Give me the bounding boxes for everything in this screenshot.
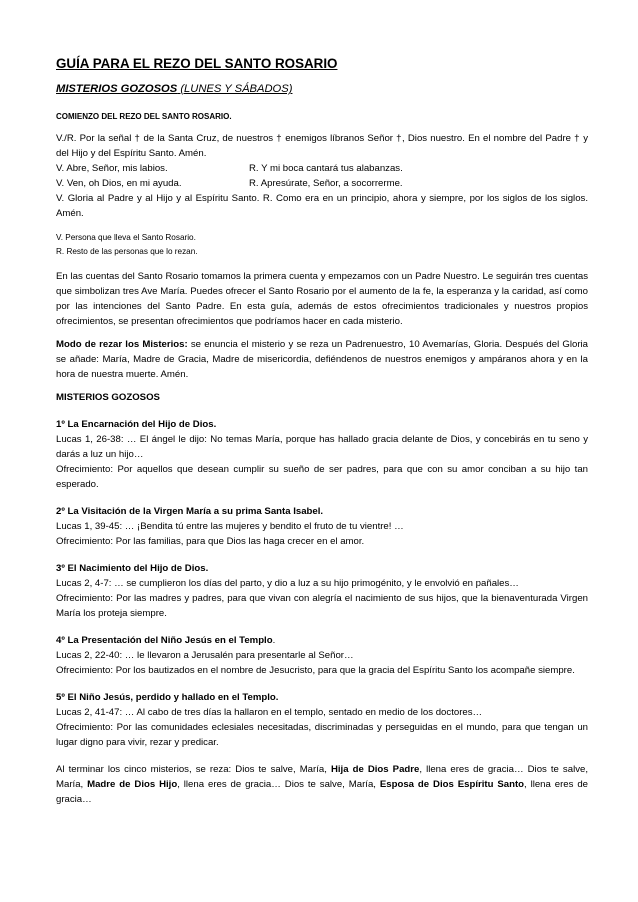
mysteries-heading: MISTERIOS GOZOSOS [56, 392, 160, 403]
mystery-block [56, 504, 588, 549]
versicle: V. Abre, Señor, mis labios. [56, 163, 168, 174]
note-line: R. Resto de las personas que lo rezan. [56, 247, 198, 256]
gloria-prayer: V. Gloria al Padre y al Hijo y al Espíritu Santo. R. Como era en un principio, ahora y siempre, por los siglos de los siglos. Amén. [56, 193, 588, 219]
document-page [56, 54, 588, 807]
mystery-offering: Ofrecimiento: Por los bautizados en el nombre de Jesucristo, para que la gracia del Espíritu Santo los acompañe siempre. [56, 665, 575, 676]
opening-prayer: V./R. Por la señal † de la Santa Cruz, de nuestros † enemigos líbranos Señor †, Dios nuestro. En el nombre del Padre † y del Hijo y del Espíritu Santo. Amén. [56, 133, 588, 159]
mystery-title: 4º La Presentación del Niño Jesús en el Templo. [56, 635, 276, 646]
intro-paragraph: En las cuentas del Santo Rosario tomamos la primera cuenta y empezamos con un Padre Nuestro. Le seguirán tres cuentas que simbolizan tres Ave María. Puedes ofrecer el Santo Rosario por el aumento de la fe, la esperanza y la caridad, así como por las intenciones del Santo Padre. En esta guía, además de estos ofrecimientos tradicionales y nuestros propios ofrecimientos, se presentan ofrecimientos que podríamos hacer en cada misterio. [56, 271, 588, 327]
mystery-title: 1º La Encarnación del Hijo de Dios. [56, 419, 217, 430]
mystery-block [56, 417, 588, 492]
mystery-offering: Ofrecimiento: Por las madres y padres, para que vivan con alegría el nacimiento de sus hijos, que la bienaventurada Virgen María los proteja siempre. [56, 593, 588, 619]
mystery-reading: Lucas 2, 22-40: … le llevaron a Jerusalén para presentarle al Señor… [56, 650, 354, 661]
page-subtitle [56, 80, 588, 98]
mystery-offering: Ofrecimiento: Por las familias, para que Dios las haga crecer en el amor. [56, 536, 365, 547]
mystery-offering: Ofrecimiento: Por aquellos que desean cumplir su sueño de ser padres, para que con su amor conciban a su hijo tan esperado. [56, 464, 588, 490]
note-line: V. Persona que lleva el Santo Rosario. [56, 233, 196, 242]
versicle: V. Ven, oh Dios, en mi ayuda. [56, 178, 182, 189]
versicle-row [56, 176, 588, 191]
mystery-reading: Lucas 2, 4-7: … se cumplieron los días del parto, y dio a luz a su hijo primogénito, y le envolvió en pañales… [56, 578, 519, 589]
mode-text: se enuncia el misterio y se reza un Padrenuestro, 10 Avemarías, Gloria. Después del Gloria se añade: María, Madre de Gracia, Madre de misericordia, defiéndenos de nuestros enemigos y ampáranos ahora y en la hora de nuestra muerte. Amén. [56, 339, 588, 380]
beginning-heading: COMIENZO DEL REZO DEL SANTO ROSARIO. [56, 112, 232, 121]
mode-paragraph [56, 337, 588, 382]
mystery-reading: Lucas 1, 26-38: … El ángel le dijo: No temas María, porque has hallado gracia delante de Dios, y concebirás en tu seno y darás a luz un hijo… [56, 434, 588, 460]
closing-paragraph: Al terminar los cinco misterios, se reza: Dios te salve, María, Hija de Dios Padre, llena eres de gracia… Dios te salve, María, Madre de Dios Hijo, llena eres de gracia… Dios te salve, María, Esposa de Dios Espíritu Santo, llena eres de gracia… [56, 764, 589, 805]
response: R. Apresúrate, Señor, a socorrerme. [249, 178, 403, 189]
mystery-title: 5º El Niño Jesús, perdido y hallado en el Templo. [56, 692, 279, 703]
mystery-reading: Lucas 1, 39-45: … ¡Bendita tú entre las mujeres y bendito el fruto de tu vientre! … [56, 521, 404, 532]
mystery-block [56, 690, 588, 750]
mystery-offering: Ofrecimiento: Por las comunidades eclesiales necesitadas, discriminadas y perseguidas en el mundo, para que tengan un lugar digno para vivir, rezar y predicar. [56, 722, 588, 748]
page-title: GUÍA PARA EL REZO DEL SANTO ROSARIO [56, 56, 338, 71]
mystery-block [56, 633, 588, 678]
mystery-reading: Lucas 2, 41-47: … Al cabo de tres días la hallaron en el templo, sentado en medio de los doctores… [56, 707, 483, 718]
mystery-title: 3º El Nacimiento del Hijo de Dios. [56, 563, 209, 574]
versicle-row [56, 161, 588, 176]
mystery-block [56, 561, 588, 621]
mode-label: Modo de rezar los Misterios: [56, 339, 188, 350]
response: R. Y mi boca cantará tus alabanzas. [249, 163, 403, 174]
subtitle-rest: (LUNES Y SÁBADOS) [177, 83, 293, 95]
notes [56, 231, 588, 259]
mystery-title: 2º La Visitación de la Virgen María a su prima Santa Isabel. [56, 506, 324, 517]
subtitle-bold: MISTERIOS GOZOSOS [56, 83, 178, 95]
